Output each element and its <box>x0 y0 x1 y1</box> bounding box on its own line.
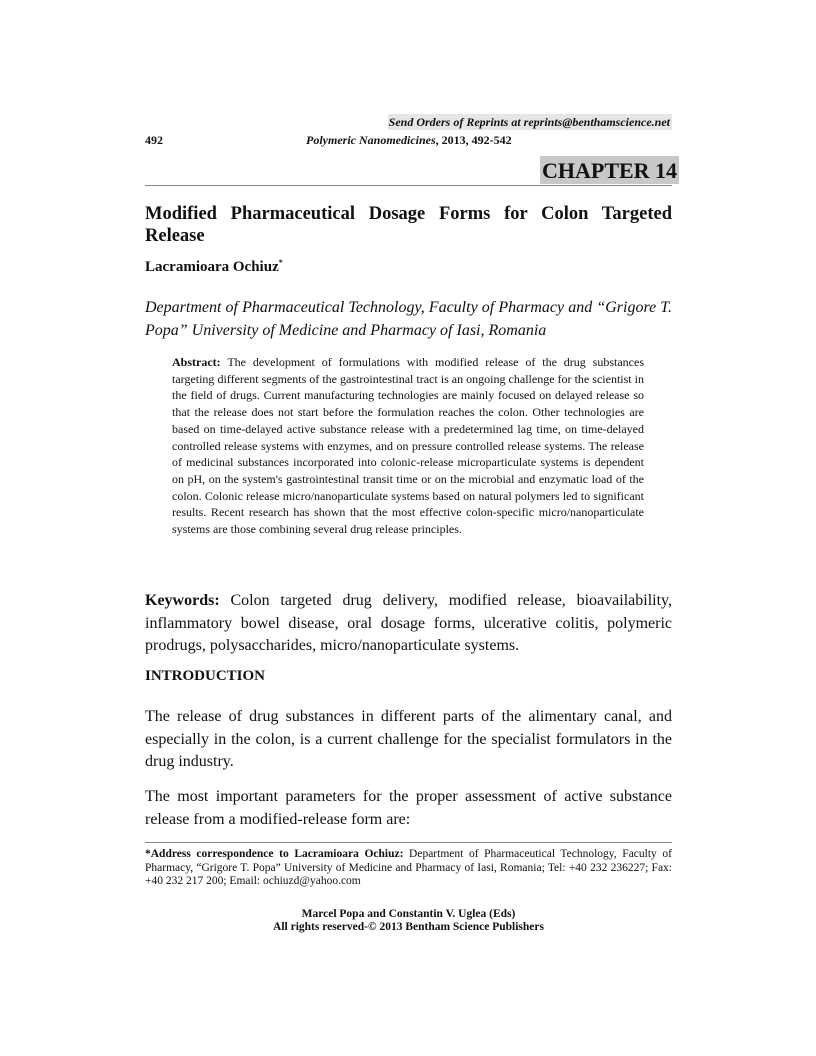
abstract-label: Abstract: <box>172 355 221 369</box>
paragraph: The release of drug substances in different parts of the alimentary canal, and especially in the colon, is a current challenge for the specialist formulators in the drug industry. <box>145 708 672 771</box>
keywords-text: Colon targeted drug delivery, modified release, bioavailability, inflammatory bowel disease, oral dosage forms, ulcerative colitis, polymeric prodrugs, polysaccharides, micro/nanoparticulate systems. <box>145 592 672 655</box>
reprints-notice: Send Orders of Reprints at reprints@benthamscience.net <box>388 115 670 129</box>
article-title: Modified Pharmaceutical Dosage Forms for Colon Targeted Release <box>145 204 672 246</box>
footnote-label: *Address correspondence to Lacramioara Ochiuz: <box>145 848 404 860</box>
journal-info: , 2013, 492-542 <box>435 133 512 147</box>
paragraph: The most important parameters for the proper assessment of active substance release from a modified-release form are: <box>145 788 672 828</box>
journal-citation <box>306 133 512 148</box>
keywords <box>145 590 672 658</box>
abstract <box>172 354 644 538</box>
abstract-text: The development of formulations with modified release of the drug substances targeting different segments of the gastrointestinal tract is an ongoing challenge for the scientist in the field of drugs. Current manufacturing technologies are mainly focused on delayed release so that the release does not start before the formulation reaches the colon. Other technologies are based on time-delayed active substance release with a predetermined lag time, on time-delayed controlled release systems with enzymes, and on pressure controlled release systems. The release of medicinal substances incorporated into colonic-release microparticulate systems is dependent on pH, on the system's gastrointestinal transit time or on the microbial and enzymatic load of the colon. Colonic release micro/nanoparticulate systems based on natural polymers led to significant results. Recent research has shown that the most effective colon-specific micro/nanoparticulate systems are those combining several drug release principles. <box>172 355 644 537</box>
chapter-label: CHAPTER 14 <box>542 158 678 183</box>
copyright: All rights reserved-© 2013 Bentham Science Publishers <box>273 921 544 933</box>
introduction-heading: INTRODUCTION <box>145 668 266 684</box>
author-name: Lacramioara Ochiuz <box>145 259 279 275</box>
affiliation: Department of Pharmaceutical Technology, Faculty of Pharmacy and “Grigore T. Popa” University of Medicine and Pharmacy of Iasi, Romania <box>145 299 672 339</box>
footnote-text: Department of Pharmaceutical Technology, Faculty of Pharmacy, “Grigore T. Popa” University of Medicine and Pharmacy of Iasi, Romania; Tel: +40 232 236227; Fax: +40 232 217 200; Email: ochiuzd@yahoo.com <box>145 848 672 888</box>
editors: Marcel Popa and Constantin V. Uglea (Eds) <box>301 908 516 920</box>
author-footnote-mark: * <box>278 258 283 267</box>
correspondence-footnote <box>145 848 672 889</box>
keywords-label: Keywords: <box>145 592 220 609</box>
journal-title: Polymeric Nanomedicines <box>306 133 436 147</box>
author <box>145 258 283 276</box>
header-divider <box>145 185 672 186</box>
page-number: 492 <box>145 133 163 147</box>
footnote-divider <box>145 842 672 843</box>
